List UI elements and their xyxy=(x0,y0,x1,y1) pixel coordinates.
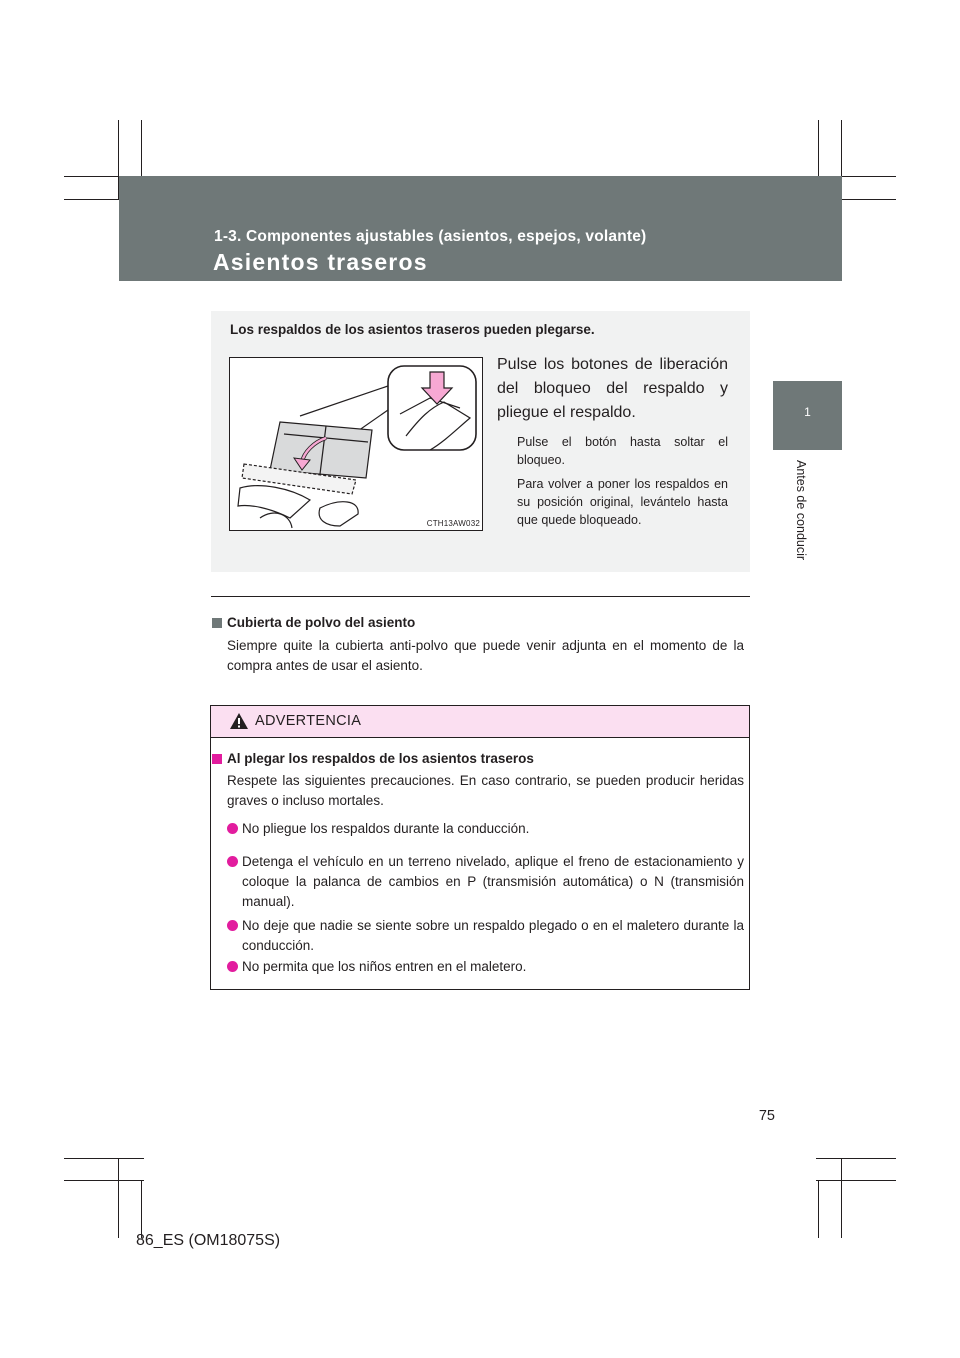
section-divider xyxy=(211,596,750,597)
warning-bullet-text: No permita que los niños entren en el maletero. xyxy=(242,959,527,974)
warning-header xyxy=(211,706,749,738)
crop-mark xyxy=(64,1180,144,1181)
section-breadcrumb: 1-3. Componentes ajustables (asientos, espejos, volante) xyxy=(214,228,647,245)
info-box xyxy=(211,311,750,572)
crop-mark xyxy=(841,1158,842,1238)
document-code: 86_ES (OM18075S) xyxy=(136,1232,281,1249)
chapter-label: Antes de conducir xyxy=(794,460,808,561)
chapter-number: 1 xyxy=(804,405,811,419)
bullet-dot-icon xyxy=(227,823,238,834)
warning-heading-text: Al plegar los respaldos de los asientos traseros xyxy=(227,751,534,766)
crop-mark xyxy=(64,1158,144,1159)
crop-mark xyxy=(818,1180,819,1238)
crop-mark xyxy=(118,1158,119,1238)
instruction-step: Pulse los botones de liberación del bloqueo del respaldo y pliegue el respaldo. xyxy=(497,356,728,421)
square-bullet-icon xyxy=(212,618,222,628)
warning-heading xyxy=(212,751,534,766)
warning-triangle-icon xyxy=(229,712,249,730)
chapter-label-container xyxy=(770,460,846,590)
warning-bullet-text: No pliegue los respaldos durante la conducción. xyxy=(242,821,530,836)
crop-mark xyxy=(141,1180,142,1238)
square-bullet-icon xyxy=(212,754,222,764)
chapter-tab xyxy=(773,381,842,450)
warning-bullet xyxy=(227,819,744,839)
instruction-note: Pulse el botón hasta soltar el bloqueo. xyxy=(517,435,728,467)
seat-illustration xyxy=(229,357,483,531)
rear-seat-fold-drawing xyxy=(230,358,482,530)
bullet-dot-icon xyxy=(227,856,238,867)
instruction-note: Para volver a poner los respaldos en su posición original, levántelo hasta que quede bloqueado. xyxy=(517,477,728,527)
warning-intro: Respete las siguientes precauciones. En caso contrario, se pueden producir heridas graves o incluso mortales. xyxy=(227,773,744,808)
warning-bullet xyxy=(227,852,744,912)
warning-title: ADVERTENCIA xyxy=(255,713,362,729)
crop-mark xyxy=(816,1180,896,1181)
bullet-dot-icon xyxy=(227,920,238,931)
info-heading: Los respaldos de los asientos traseros pueden plegarse. xyxy=(230,322,595,337)
page-number: 75 xyxy=(758,1108,775,1124)
dust-cover-body: Siempre quite la cubierta anti-polvo que puede venir adjunta en el momento de la compra antes de usar el asiento. xyxy=(227,638,744,673)
bullet-dot-icon xyxy=(227,961,238,972)
warning-bullet xyxy=(227,916,744,956)
warning-bullet-text: No deje que nadie se siente sobre un respaldo plegado o en el maletero durante la conducción. xyxy=(242,918,744,953)
warning-box xyxy=(210,705,750,990)
section-header xyxy=(119,176,842,281)
dust-cover-heading xyxy=(212,615,415,630)
illustration-code: CTH13AW032 xyxy=(426,519,480,528)
warning-bullet xyxy=(227,957,744,977)
crop-mark xyxy=(816,1158,896,1159)
warning-bullet-text: Detenga el vehículo en un terreno nivelado, aplique el freno de estacionamiento y coloque la palanca de cambios en P (transmisión automática) o N (transmisión manual). xyxy=(242,854,744,909)
page-title: Asientos traseros xyxy=(213,249,428,275)
dust-cover-heading-text: Cubierta de polvo del asiento xyxy=(227,615,416,630)
